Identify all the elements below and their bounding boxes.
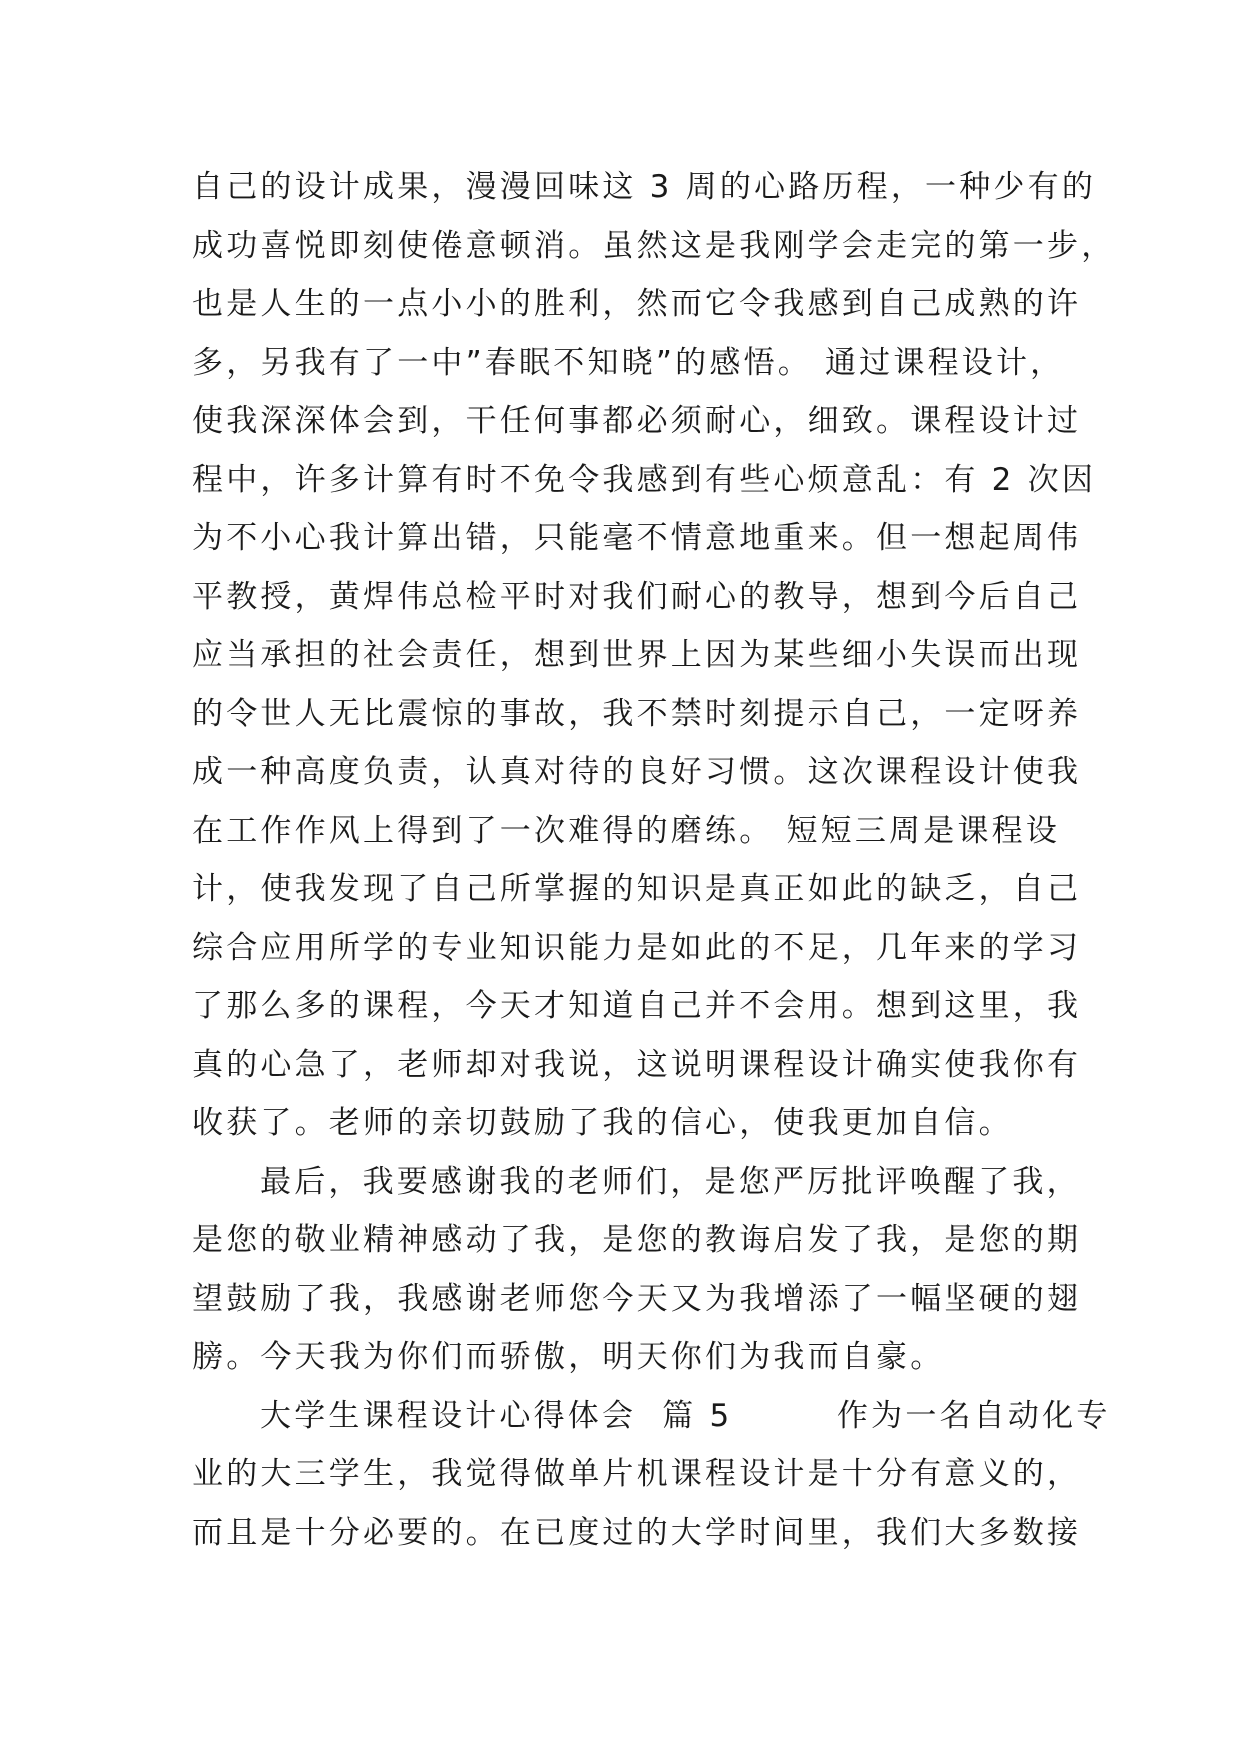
text-line: 使我深深体会到，干任何事都必须耐心，细致。课程设计过 [192,403,1082,439]
text-line: 膀。今天我为你们而骄傲，明天你们为我而自豪。 [192,1339,945,1375]
text-line: 业的大三学生，我觉得做单片机课程设计是十分有意义的， [192,1456,1082,1492]
text-line: 成功喜悦即刻使倦意顿消。虽然这是我刚学会走完的第一步， [192,227,1116,264]
text-line: 多，另我有了一中”春眠不知晓”的感悟。 通过课程设计， [192,344,1065,381]
text-line: 也是人生的一点小小的胜利，然而它令我感到自己成熟的许 [192,286,1082,322]
text-line: 为不小心我计算出错，只能毫不情意地重来。但一想起周伟 [192,520,1082,556]
text-line: 成一种高度负责，认真对待的良好习惯。这次课程设计使我 [192,754,1082,790]
text-line: 是您的敬业精神感动了我，是您的教诲启发了我，是您的期 [192,1222,1082,1258]
text-line: 应当承担的社会责任，想到世界上因为某些细小失误而出现 [192,637,1082,673]
text-line: 的令世人无比震惊的事故，我不禁时刻提示自己，一定呀养 [192,695,1082,732]
text-line: 综合应用所学的专业知识能力是如此的不足，几年来的学习 [192,929,1082,966]
text-line: 望鼓励了我，我感谢老师您今天又为我增添了一幅坚硬的翅 [192,1280,1082,1317]
text-line: 计，使我发现了自己所掌握的知识是真正如此的缺乏，自己 [192,871,1082,907]
text-line: 在工作作风上得到了一次难得的磨练。 短短三周是课程设 [192,812,1061,849]
section-heading-line: 大学生课程设计心得体会 篇 5 作为一名自动化专 [260,1397,1111,1434]
text-line: 而且是十分必要的。在已度过的大学时间里，我们大多数接 [192,1514,1082,1551]
paragraph-start-line: 最后，我要感谢我的老师们，是您严厉批评唤醒了我， [260,1163,1081,1200]
body-text [192,158,1116,1562]
text-line: 程中，许多计算有时不免令我感到有些心烦意乱：有 2 次因 [192,461,1097,498]
text-line: 真的心急了，老师却对我说，这说明课程设计确实使我你有 [192,1046,1082,1083]
text-line: 平教授，黄焊伟总检平时对我们耐心的教导，想到今后自己 [192,578,1082,615]
text-line: 了那么多的课程，今天才知道自己并不会用。想到这里，我 [192,988,1082,1024]
text-line: 自己的设计成果，漫漫回味这 3 周的心路历程，一种少有的 [192,169,1097,205]
text-line: 收获了。老师的亲切鼓励了我的信心，使我更加自信。 [192,1105,1013,1141]
